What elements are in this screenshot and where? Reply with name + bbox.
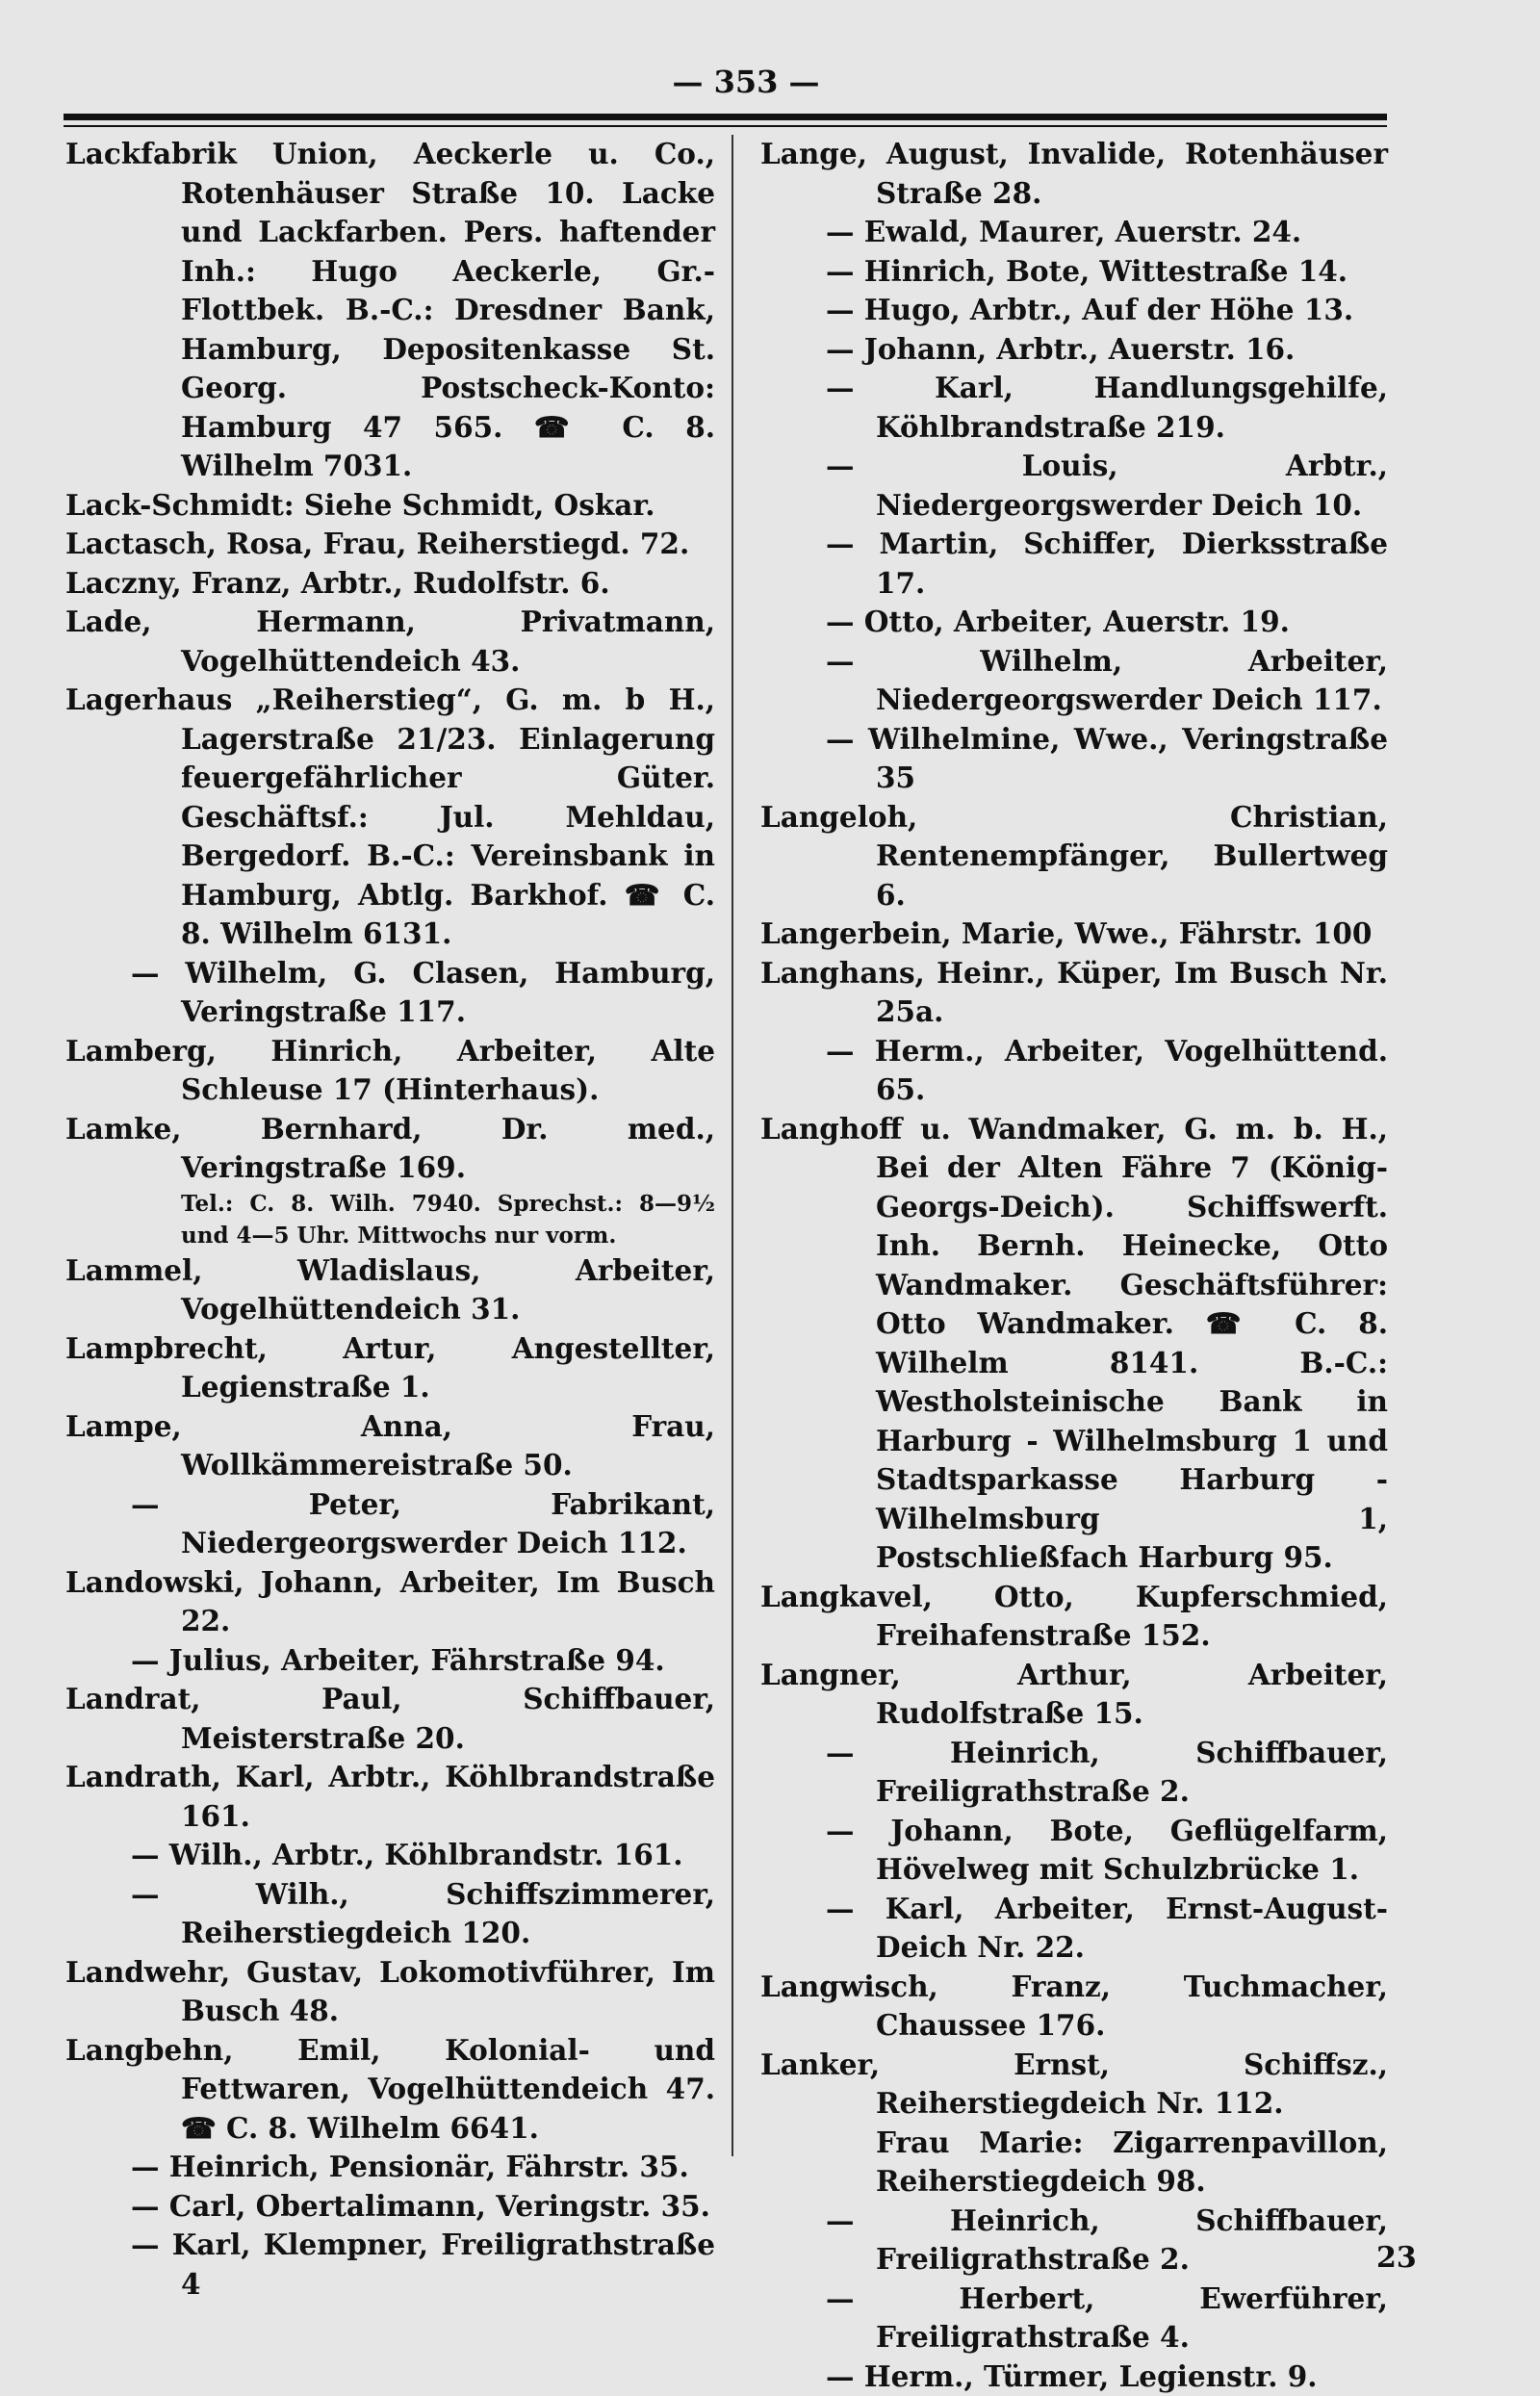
right-column [760,135,1388,2396]
header-rule-thick [64,114,1387,120]
directory-entry: Lactasch, Rosa, Frau, Reiherstiegd. 72. [65,525,715,564]
directory-entry-sub: Frau Marie: Zigarrenpavillon, Reiherstiegdeich 98. [760,2124,1388,2202]
directory-entry: — Karl, Handlungsgehilfe, Köhlbrandstraße 219. [760,369,1388,447]
directory-entry: — Peter, Fabrikant, Niedergeorgswerder Deich 112. [65,1485,715,1563]
directory-entry: Lampbrecht, Artur, Angestellter, Legienstraße 1. [65,1329,715,1407]
directory-entry-note: Tel.: C. 8. Wilh. 7940. Sprechst.: 8—9½ und 4—5 Uhr. Mittwochs nur vorm. [65,1188,715,1251]
directory-entry: — Johann, Arbtr., Auerstr. 16. [760,330,1388,370]
directory-entry: Landrat, Paul, Schiffbauer, Meisterstraße 20. [65,1680,715,1758]
directory-entry: — Karl, Klempner, Freiligrathstraße 4 [65,2226,715,2304]
directory-entry: Lammel, Wladislaus, Arbeiter, Vogelhüttendeich 31. [65,1251,715,1329]
directory-entry: — Martin, Schiffer, Dierksstraße 17. [760,525,1388,603]
header-rule-thin [64,125,1387,127]
directory-entry: Langwisch, Franz, Tuchmacher, Chaussee 176. [760,1968,1388,2046]
directory-entry: — Heinrich, Pensionär, Fährstr. 35. [65,2148,715,2187]
directory-entry: Langeloh, Christian, Rentenempfänger, Bullertweg 6. [760,798,1388,915]
signature-mark: 23 [1376,2241,1417,2275]
directory-entry: — Wilh., Schiffszimmerer, Reiherstiegdeich 120. [65,1875,715,1953]
directory-entry: Langbehn, Emil, Kolonial- und Fettwaren, Vogelhüttendeich 47. ☎ C. 8. Wilhelm 6641. [65,2031,715,2149]
directory-entry: — Hinrich, Bote, Wittestraße 14. [760,252,1388,292]
directory-entry: Lamberg, Hinrich, Arbeiter, Alte Schleuse 17 (Hinterhaus). [65,1032,715,1110]
directory-entry: — Heinrich, Schiffbauer, Freiligrathstraße 2. [760,1734,1388,1812]
left-column [65,135,715,2304]
directory-entry: Lamke, Bernhard, Dr. med., Veringstraße 169. [65,1110,715,1188]
directory-entry: — Hugo, Arbtr., Auf der Höhe 13. [760,291,1388,330]
directory-entry: — Herm., Türmer, Legienstr. 9. [760,2357,1388,2396]
directory-entry: Langner, Arthur, Arbeiter, Rudolfstraße 15. [760,1656,1388,1734]
directory-entry: — Ewald, Maurer, Auerstr. 24. [760,213,1388,252]
directory-entry: — Julius, Arbeiter, Fährstraße 94. [65,1641,715,1681]
directory-entry: — Louis, Arbtr., Niedergeorgswerder Deich 10. [760,447,1388,525]
directory-entry: — Karl, Arbeiter, Ernst-August-Deich Nr. 22. [760,1890,1388,1968]
directory-entry: — Wilhelm, G. Clasen, Hamburg, Veringstraße 117. [65,954,715,1032]
directory-entry: Lagerhaus „Reiherstieg“, G. m. b H., Lagerstraße 21/23. Einlagerung feuergefährlicher Güter. Geschäftsf.: Jul. Mehldau, Bergedorf. B.-C.: Vereinsbank in Hamburg, Abtlg. Barkhof. ☎ C. 8. Wilhelm 6131. [65,681,715,954]
directory-entry: — Johann, Bote, Geflügelfarm, Hövelweg mit Schulzbrücke 1. [760,1812,1388,1890]
directory-entry: — Herbert, Ewerführer, Freiligrathstraße 4. [760,2280,1388,2357]
directory-entry: Lack-Schmidt: Siehe Schmidt, Oskar. [65,486,715,526]
directory-entry: — Carl, Obertalimann, Veringstr. 35. [65,2187,715,2227]
directory-entry: Lackfabrik Union, Aeckerle u. Co., Rotenhäuser Straße 10. Lacke und Lackfarben. Pers. haftender Inh.: Hugo Aeckerle, Gr.-Flottbek. B.-C.: Dresdner Bank, Hamburg, Depositenkasse St. Georg. Postscheck-Konto: Hamburg 47 565. ☎ C. 8. Wilhelm 7031. [65,135,715,486]
page-number: — 353 — [0,64,1492,100]
directory-entry: Lange, August, Invalide, Rotenhäuser Straße 28. [760,135,1388,213]
directory-entry: Landrath, Karl, Arbtr., Köhlbrandstraße 161. [65,1758,715,1836]
column-divider [732,135,733,2156]
directory-entry: Lampe, Anna, Frau, Wollkämmereistraße 50. [65,1407,715,1485]
directory-entry: Landwehr, Gustav, Lokomotivführer, Im Busch 48. [65,1953,715,2031]
directory-entry: — Wilhelmine, Wwe., Veringstraße 35 [760,720,1388,798]
directory-entry: — Herm., Arbeiter, Vogelhüttend. 65. [760,1032,1388,1110]
directory-entry: — Wilh., Arbtr., Köhlbrandstr. 161. [65,1836,715,1875]
directory-entry: Langhans, Heinr., Küper, Im Busch Nr. 25a. [760,954,1388,1032]
directory-entry: — Heinrich, Schiffbauer, Freiligrathstraße 2. [760,2202,1388,2280]
directory-entry: Langhoff u. Wandmaker, G. m. b. H., Bei der Alten Fähre 7 (König-Georgs-Deich). Schiffswerft. Inh. Bernh. Heinecke, Otto Wandmaker. Geschäftsführer: Otto Wandmaker. ☎ C. 8. Wilhelm 8141. B.-C.: Westholsteinische Bank in Harburg - Wilhelmsburg 1 und Stadtsparkasse Harburg - Wilhelmsburg 1, Postschließfach Harburg 95. [760,1110,1388,1578]
directory-entry: — Otto, Arbeiter, Auerstr. 19. [760,603,1388,642]
directory-entry: Langerbein, Marie, Wwe., Fährstr. 100 [760,915,1388,954]
directory-entry: Langkavel, Otto, Kupferschmied, Freihafenstraße 152. [760,1578,1388,1656]
directory-entry: — Wilhelm, Arbeiter, Niedergeorgswerder Deich 117. [760,642,1388,720]
directory-entry: Laczny, Franz, Arbtr., Rudolfstr. 6. [65,564,715,604]
directory-entry: Lanker, Ernst, Schiffsz., Reiherstiegdeich Nr. 112. [760,2046,1388,2124]
directory-entry: Lade, Hermann, Privatmann, Vogelhüttendeich 43. [65,603,715,681]
directory-entry: Landowski, Johann, Arbeiter, Im Busch 22. [65,1563,715,1641]
